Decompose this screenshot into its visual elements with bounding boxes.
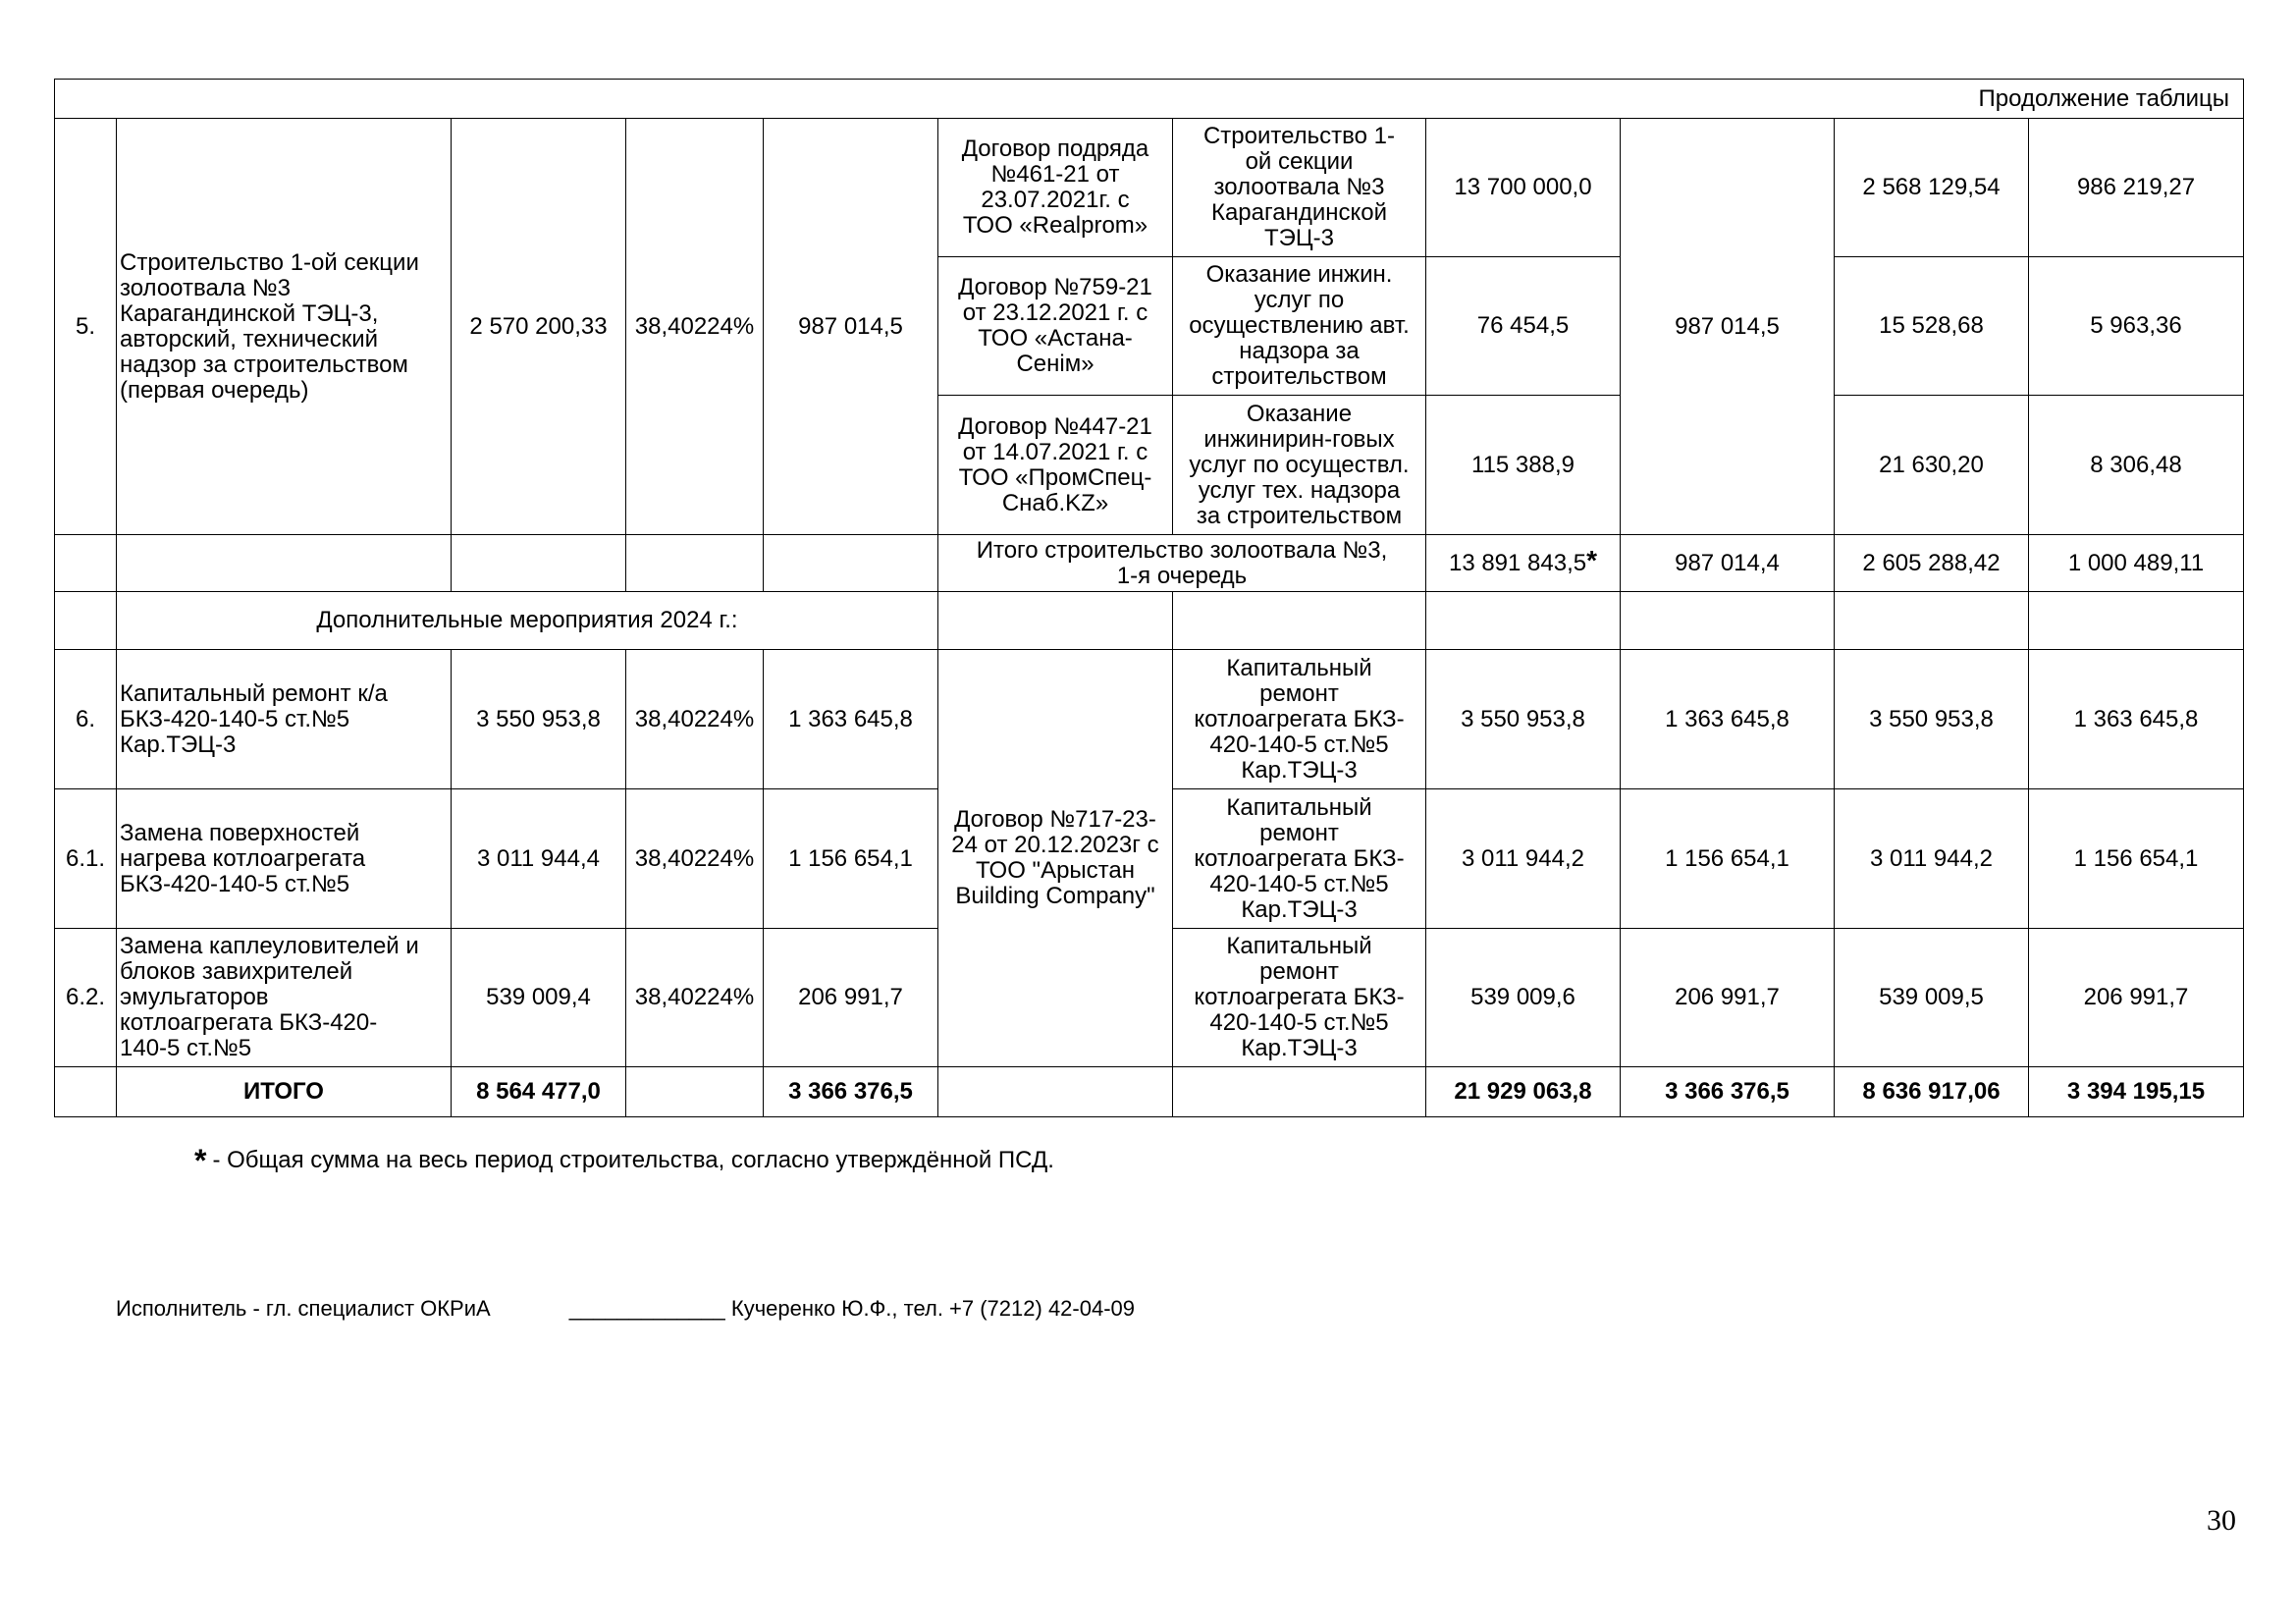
amount-share-cell: 206 991,7 xyxy=(1621,929,1835,1067)
subtotal-label: Итого строительство золоотвала №3, 1-я очередь xyxy=(938,535,1426,592)
total-amount: 21 929 063,8 xyxy=(1426,1067,1621,1117)
row-number: 6.1. xyxy=(55,789,117,929)
executor-role: Исполнитель - гл. специалист ОКРиА xyxy=(116,1296,491,1321)
share-paid-cell: 206 991,7 xyxy=(2029,929,2244,1067)
share-sum-cell: 206 991,7 xyxy=(764,929,938,1067)
footnote xyxy=(194,1143,1054,1183)
empty-cell xyxy=(938,592,1173,650)
paid-cell: 21 630,20 xyxy=(1835,396,2029,535)
total-amount-share: 3 366 376,5 xyxy=(1621,1067,1835,1117)
amount-cell: 539 009,6 xyxy=(1426,929,1621,1067)
subject-cell: Оказание инжинирин-говых услуг по осуществл. услуг тех. надзора за строительством xyxy=(1173,396,1426,535)
share-sum-cell: 1 156 654,1 xyxy=(764,789,938,929)
share-sum-cell: 1 363 645,8 xyxy=(764,650,938,789)
subject-cell: Строительство 1- ой секции золоотвала №3 Карагандинской ТЭЦ-3 xyxy=(1173,119,1426,257)
paid-cell: 539 009,5 xyxy=(1835,929,2029,1067)
row-number: 6. xyxy=(55,650,117,789)
contract-cell: Договор подряда №461-21 от 23.07.2021г. с ТОО «Realprom» xyxy=(938,119,1173,257)
amount-cell: 76 454,5 xyxy=(1426,257,1621,396)
amount-cell: 115 388,9 xyxy=(1426,396,1621,535)
empty-cell xyxy=(764,535,938,592)
total-share-sum: 3 366 376,5 xyxy=(764,1067,938,1117)
footnote-text: - Общая сумма на весь период строительства, согласно утверждённой ПСД. xyxy=(212,1147,1054,1173)
total-label: ИТОГО xyxy=(117,1067,452,1117)
contract-cell: Договор №447-21 от 14.07.2021 г. с ТОО «ПромСпец- Снаб.KZ» xyxy=(938,396,1173,535)
row-number: 6.2. xyxy=(55,929,117,1067)
executor-name: Кучеренко Ю.Ф., тел. +7 (7212) 42-04-09 xyxy=(730,1296,1136,1321)
empty-cell xyxy=(626,1067,764,1117)
empty-cell xyxy=(1835,592,2029,650)
empty-cell xyxy=(626,535,764,592)
page-number: 30 xyxy=(2207,1504,2236,1537)
amount-cell: 3 011 944,2 xyxy=(1426,789,1621,929)
total-cost: 8 564 477,0 xyxy=(452,1067,626,1117)
share-percent-cell: 38,40224% xyxy=(626,650,764,789)
paid-cell: 3 550 953,8 xyxy=(1835,650,2029,789)
empty-cell xyxy=(55,1067,117,1117)
empty-cell xyxy=(55,535,117,592)
data-table xyxy=(54,79,2244,1117)
continuation-label: Продолжение таблицы xyxy=(55,80,2244,119)
empty-cell xyxy=(1621,592,1835,650)
signature-blank: _____________ xyxy=(568,1296,725,1321)
paid-cell: 2 568 129,54 xyxy=(1835,119,2029,257)
subtotal-share-sum: 987 014,4 xyxy=(1621,535,1835,592)
row-title: Капитальный ремонт к/а БКЗ-420-140-5 ст.№5 Кар.ТЭЦ-3 xyxy=(117,650,452,789)
empty-cell xyxy=(452,535,626,592)
amount-share-cell: 987 014,5 xyxy=(1621,119,1835,535)
subtotal-paid: 2 605 288,42 xyxy=(1835,535,2029,592)
amount-cell: 3 550 953,8 xyxy=(1426,650,1621,789)
empty-cell xyxy=(1173,592,1426,650)
subtotal-amount xyxy=(1426,535,1621,592)
amount-share-cell: 1 363 645,8 xyxy=(1621,650,1835,789)
total-share-paid: 3 394 195,15 xyxy=(2029,1067,2244,1117)
share-paid-cell: 1 156 654,1 xyxy=(2029,789,2244,929)
share-sum-cell: 987 014,5 xyxy=(764,119,938,535)
row-title: Замена каплеуловителей и блоков завихрителей эмульгаторов котлоагрегата БКЗ-420- 140-5 ст.№5 xyxy=(117,929,452,1067)
share-percent-cell: 38,40224% xyxy=(626,929,764,1067)
subtotal-share-paid: 1 000 489,11 xyxy=(2029,535,2244,592)
paid-cell: 3 011 944,2 xyxy=(1835,789,2029,929)
row-number: 5. xyxy=(55,119,117,535)
share-paid-cell: 986 219,27 xyxy=(2029,119,2244,257)
cost-cell: 3 011 944,4 xyxy=(452,789,626,929)
subject-cell: Капитальный ремонт котлоагрегата БКЗ- 420-140-5 ст.№5 Кар.ТЭЦ-3 xyxy=(1173,929,1426,1067)
row-title: Строительство 1-ой секции золоотвала №3 Карагандинской ТЭЦ-3, авторский, технический надзор за строительством (первая очередь) xyxy=(117,119,452,535)
subject-cell: Капитальный ремонт котлоагрегата БКЗ- 420-140-5 ст.№5 Кар.ТЭЦ-3 xyxy=(1173,650,1426,789)
signature-line xyxy=(116,1296,1135,1322)
empty-cell xyxy=(1173,1067,1426,1117)
cost-cell: 3 550 953,8 xyxy=(452,650,626,789)
share-percent-cell: 38,40224% xyxy=(626,119,764,535)
footnote-marker: * xyxy=(1586,544,1598,575)
empty-cell xyxy=(117,535,452,592)
share-paid-cell: 8 306,48 xyxy=(2029,396,2244,535)
subject-cell: Оказание инжин. услуг по осуществлению авт. надзора за строительством xyxy=(1173,257,1426,396)
amount-cell: 13 700 000,0 xyxy=(1426,119,1621,257)
row-title: Замена поверхностей нагрева котлоагрегата БКЗ-420-140-5 ст.№5 xyxy=(117,789,452,929)
empty-cell xyxy=(1426,592,1621,650)
footnote-star: * xyxy=(194,1143,207,1178)
cost-cell: 539 009,4 xyxy=(452,929,626,1067)
subtotal-amount-value: 13 891 843,5 xyxy=(1448,549,1587,576)
cost-cell: 2 570 200,33 xyxy=(452,119,626,535)
subject-cell: Капитальный ремонт котлоагрегата БКЗ- 420-140-5 ст.№5 Кар.ТЭЦ-3 xyxy=(1173,789,1426,929)
contract-cell: Договор №717-23- 24 от 20.12.2023г с ТОО "Арыстан Building Company" xyxy=(938,650,1173,1067)
total-paid: 8 636 917,06 xyxy=(1835,1067,2029,1117)
share-percent-cell: 38,40224% xyxy=(626,789,764,929)
contract-cell: Договор №759-21 от 23.12.2021 г. с ТОО «Астана- Сенім» xyxy=(938,257,1173,396)
section-heading: Дополнительные мероприятия 2024 г.: xyxy=(117,592,938,650)
paid-cell: 15 528,68 xyxy=(1835,257,2029,396)
empty-cell xyxy=(2029,592,2244,650)
share-paid-cell: 1 363 645,8 xyxy=(2029,650,2244,789)
amount-share-cell: 1 156 654,1 xyxy=(1621,789,1835,929)
share-paid-cell: 5 963,36 xyxy=(2029,257,2244,396)
empty-cell xyxy=(55,592,117,650)
empty-cell xyxy=(938,1067,1173,1117)
